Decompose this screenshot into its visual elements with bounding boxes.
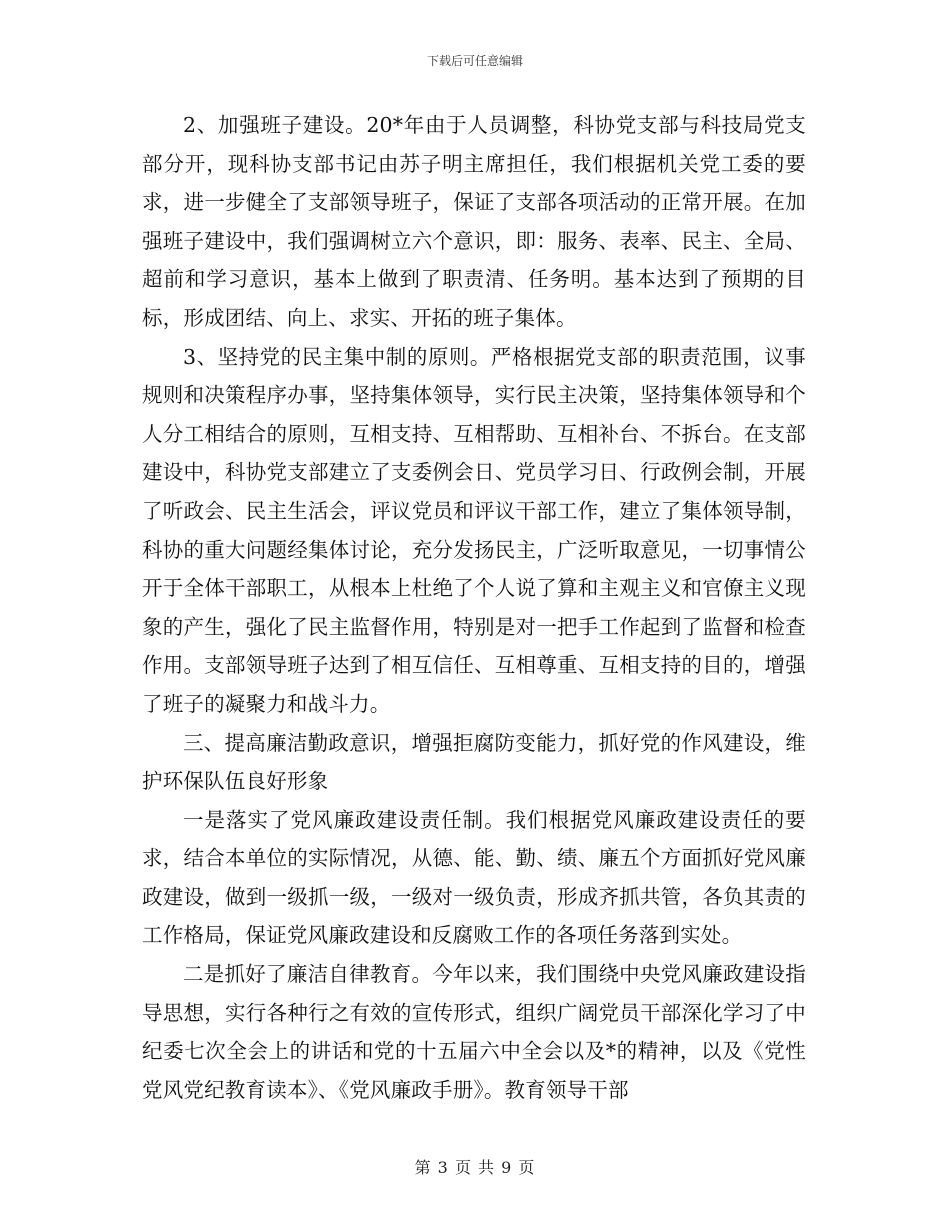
paragraph-strengthen-team: 2、加强班子建设。20*年由于人员调整，科协党支部与科技局党支部分开，现科协支部书记由苏子明主席担任，我们根据机关党工委的要求，进一步健全了支部领导班子，保证了支部各项活动的正常开展。在加强班子建设中，我们强调树立六个意识，即：服务、表率、民主、全局、超前和学习意识，基本上做到了职责清、任务明。基本达到了预期的目标，形成团结、向上、求实、开拓的班子集体。 (142, 113, 806, 330)
paragraph-self-discipline-education: 二是抓好了廉洁自律教育。今年以来，我们围绕中央党风廉政建设指导思想，实行各种行之有效的宣传形式，组织广阔党员干部深化学习了中纪委七次全会上的讲话和党的十五届六中全会以及*的精神，以及《党性党风党纪教育读本》、《党风廉政手册》。教育领导干部 (142, 962, 806, 1102)
document-body (142, 106, 806, 1109)
paragraph-democratic-centralism: 3、坚持党的民主集中制的原则。严格根据党支部的职责范围，议事规则和决策程序办事，坚持集体领导，实行民主决策，坚持集体领导和个人分工相结合的原则，互相支持、互相帮助、互相补台、不拆台。在支部建设中，科协党支部建立了支委例会日、党员学习日、行政例会制，开展了听政会、民主生活会，评议党员和评议干部工作，建立了集体领导制，科协的重大问题经集体讨论，充分发扬民主，广泛听取意见，一切事情公开于全体干部职工，从根本上杜绝了个人说了算和主观主义和官僚主义现象的产生，强化了民主监督作用，特别是对一把手工作起到了监督和检查作用。支部领导班子达到了相互信任、互相尊重、互相支持的目的，增强了班子的凝聚力和战斗力。 (142, 344, 806, 716)
paragraph-responsibility-system: 一是落实了党风廉政建设责任制。我们根据党风廉政建设责任的要求，结合本单位的实际情况，从德、能、勤、绩、廉五个方面抓好党风廉政建设，做到一级抓一级，一级对一级负责，形成齐抓共管，各负其责的工作格局，保证党风廉政建设和反腐败工作的各项任务落到实处。 (142, 807, 806, 948)
section-heading-integrity: 三、提高廉洁勤政意识，增强拒腐防变能力，抓好党的作风建设，维护环保队伍良好形象 (142, 730, 806, 794)
page-header: 下载后可任意编辑 (426, 54, 523, 68)
page-number: 第 3 页 共 9 页 (414, 1158, 536, 1177)
